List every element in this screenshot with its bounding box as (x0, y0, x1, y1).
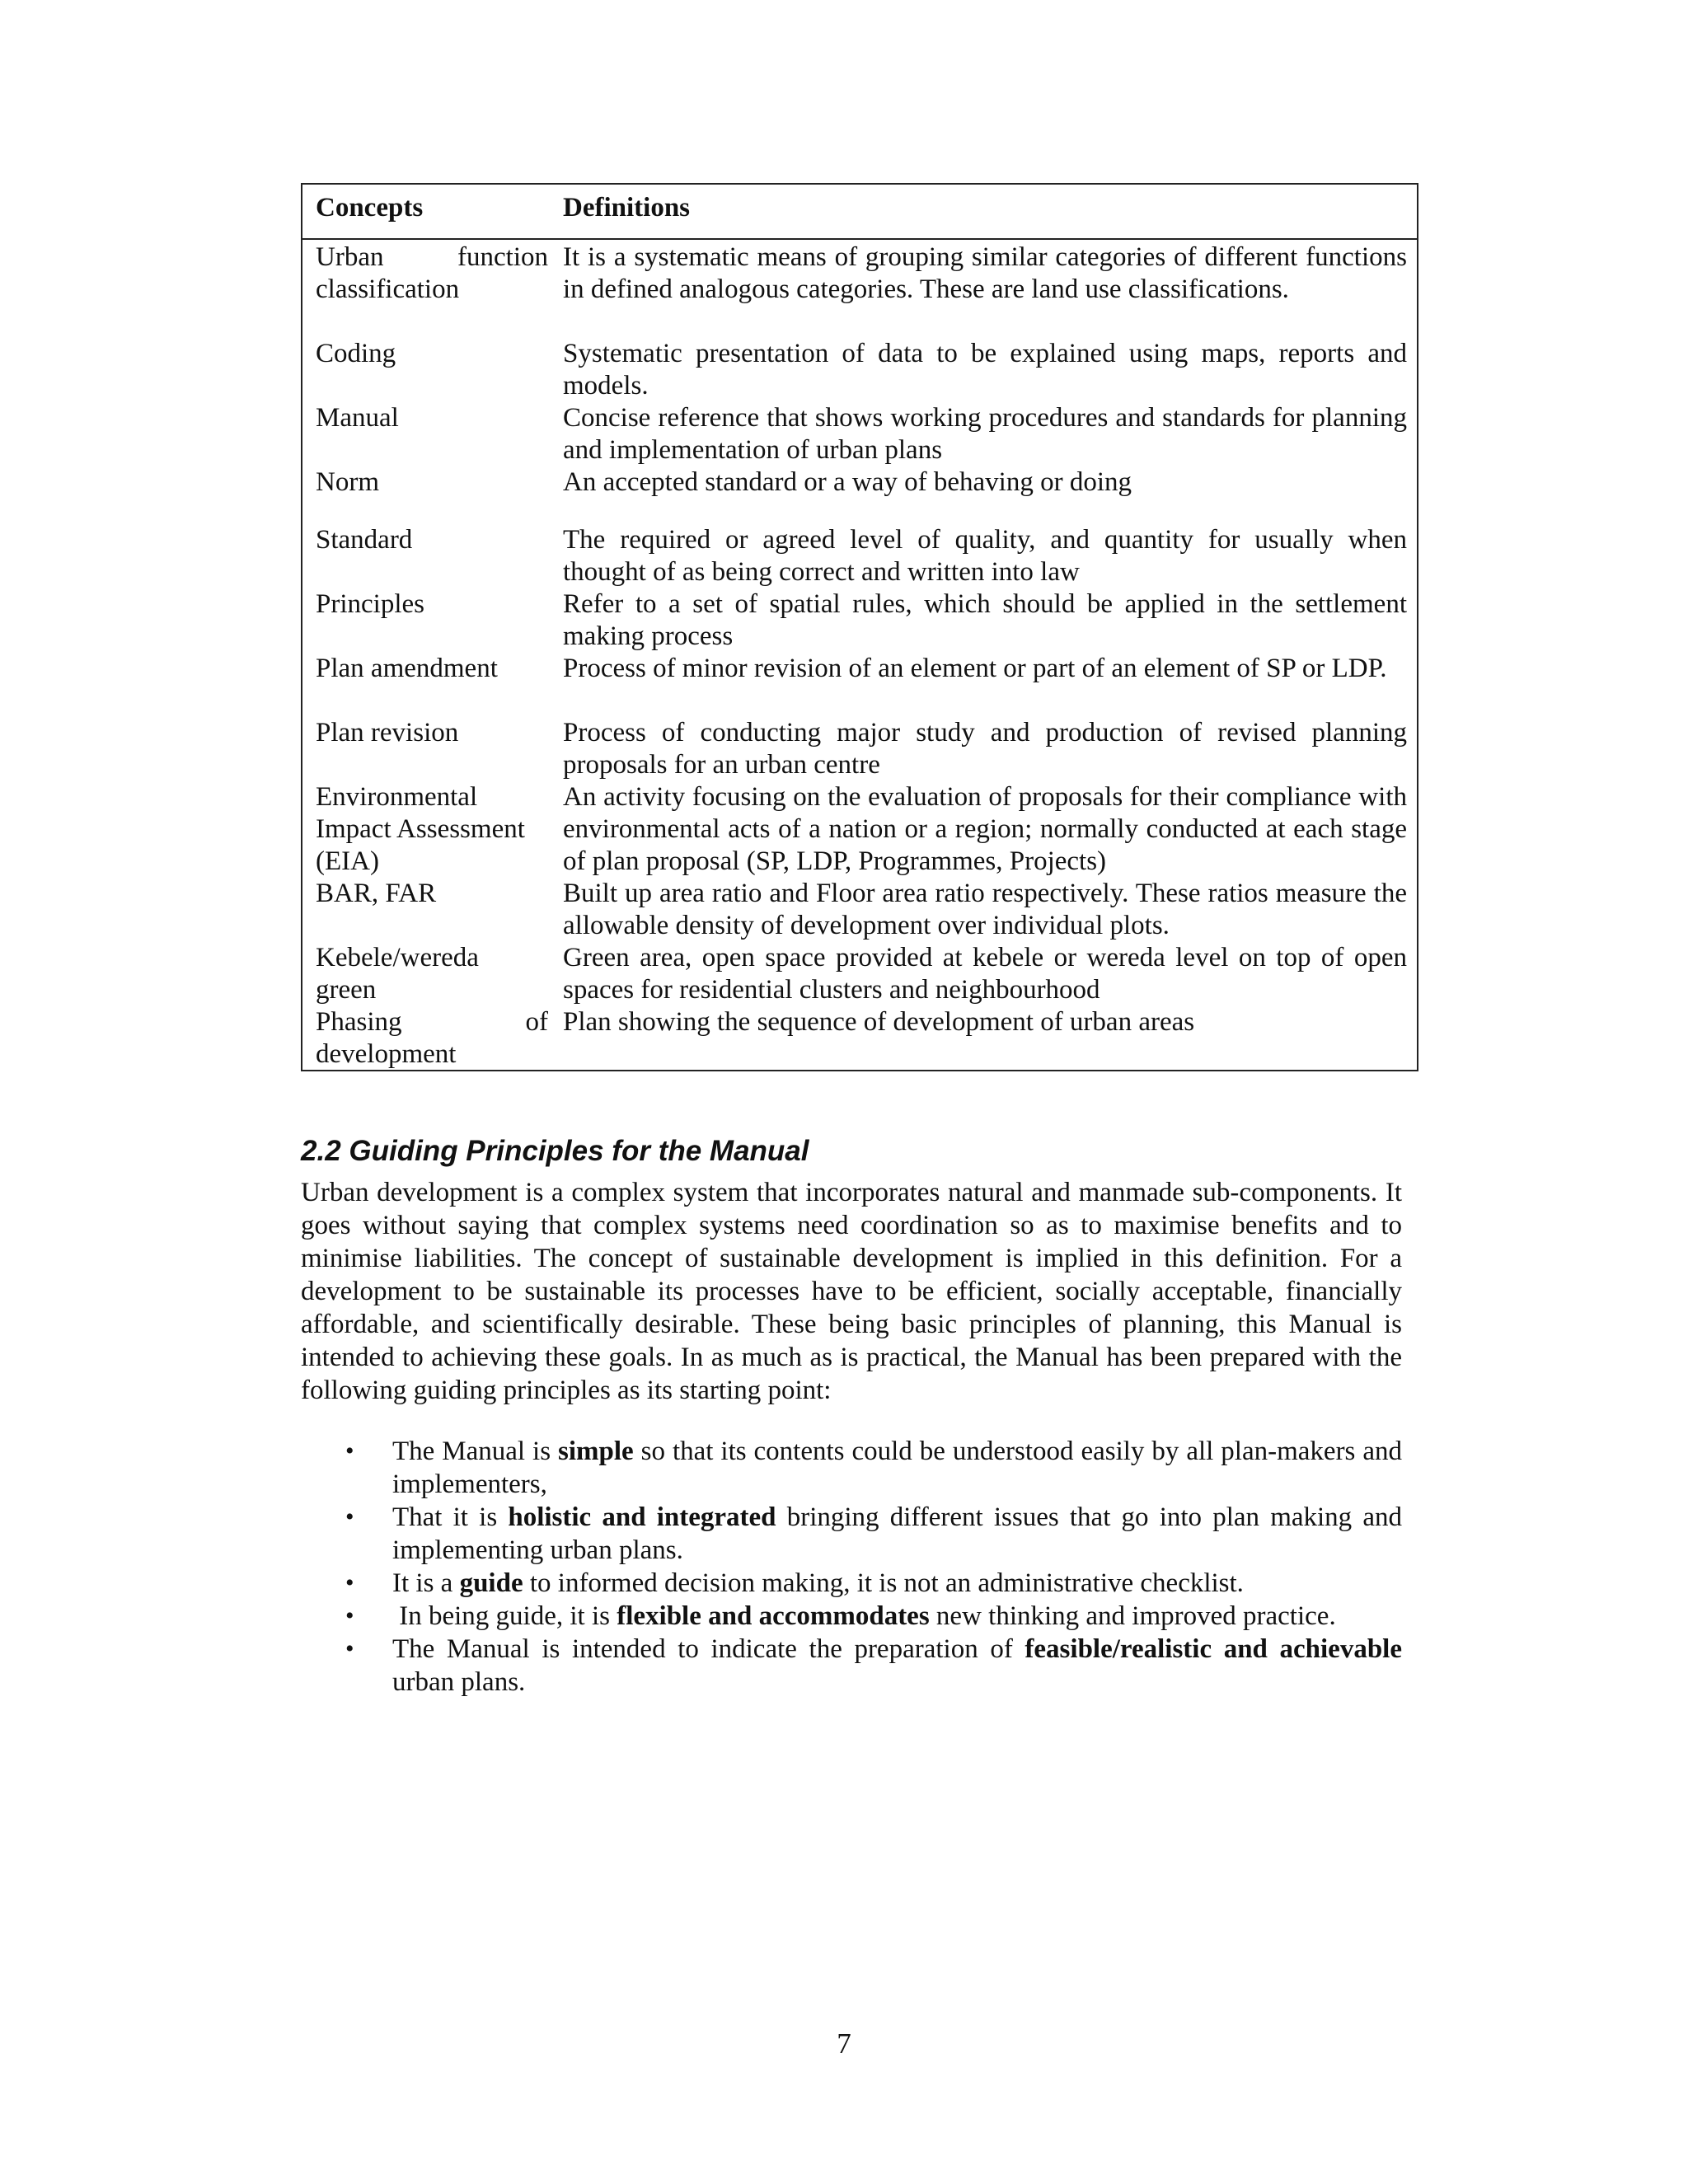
definition-cell: It is a systematic means of grouping similar categories of different functions in defined analogous categories. These are land use classifications. (563, 242, 1407, 304)
concept-line: (EIA) (316, 846, 379, 876)
concept-cell (316, 942, 548, 1006)
concept-cell (316, 466, 548, 499)
bullet-text: new thinking and improved practice. (929, 1601, 1336, 1631)
definition-cell: An activity focusing on the evaluation of proposals for their compliance with environmental acts of a nation or a region; normally conducted at each stage of plan proposal (SP, LDP, Programmes, Projects) (563, 782, 1407, 876)
list-item (301, 1633, 1402, 1699)
concept-line: green (316, 975, 377, 1005)
definition-cell: The required or agreed level of quality, and quantity for usually when thought of as being correct and written into law (563, 525, 1407, 587)
definition-cell: An accepted standard or a way of behaving or doing (563, 467, 1132, 497)
bullet-icon: • (345, 1503, 354, 1530)
concept-cell (316, 717, 548, 749)
definition-cell: Process of conducting major study and production of revised planning proposals for an urban centre (563, 718, 1407, 780)
header-definitions: Definitions (563, 193, 691, 223)
bullet-text: In being guide, it is (392, 1601, 617, 1631)
concept-line: Kebele/wereda (316, 943, 479, 972)
definitions-table (301, 183, 1418, 1071)
concept-line: Phasing of (316, 1007, 548, 1037)
concept-cell (316, 402, 548, 434)
bullet-emphasis: holistic and integrated (508, 1502, 776, 1532)
definition-cell: Process of minor revision of an element or part of an element of SP or LDP. (563, 654, 1387, 683)
bullet-emphasis: flexible and accommodates (617, 1601, 930, 1631)
bullet-emphasis: guide (459, 1568, 523, 1598)
concept-line: Environmental (316, 782, 478, 812)
bullet-emphasis: feasible/realistic and achievable (1025, 1634, 1402, 1664)
bullet-text: so that its contents could be understood easily by all plan-makers and implementers, (392, 1436, 1403, 1499)
guiding-principles-list (301, 1435, 1402, 1699)
concept-line: Coding (316, 339, 396, 368)
concept-line: Plan revision (316, 718, 459, 748)
definition-cell: Green area, open space provided at kebele or wereda level on top of open spaces for residential clusters and neighbourhood (563, 943, 1407, 1005)
concept-cell (316, 524, 548, 556)
page-number: 7 (837, 2027, 851, 2060)
definition-cell: Plan showing the sequence of development of urban areas (563, 1007, 1195, 1037)
section-paragraph: Urban development is a complex system that incorporates natural and manmade sub-components. It goes without saying that complex systems need coordination so as to maximise benefits and to minimise liabilities. The concept of sustainable development is implied in this definition. For a development to be sustainable its processes have to be efficient, socially acceptable, financially affordable, and scientifically desirable. These being basic principles of planning, this Manual is intended to achieving these goals. In as much as is practical, the Manual has been prepared with the following guiding principles as its starting point: (301, 1178, 1402, 1405)
bullet-text: urban plans. (392, 1667, 526, 1697)
concept-cell (316, 878, 548, 910)
concept-line: development (316, 1039, 457, 1069)
concept-cell (316, 338, 548, 370)
concept-line: Principles (316, 589, 424, 619)
concept-cell (316, 781, 548, 878)
bullet-icon: • (345, 1437, 354, 1465)
concept-line: classification (316, 274, 460, 304)
bullet-emphasis: simple (558, 1436, 634, 1466)
definition-cell: Refer to a set of spatial rules, which should be applied in the settlement making process (563, 589, 1407, 651)
bullet-text: The Manual is (392, 1436, 559, 1466)
definition-cell: Concise reference that shows working procedures and standards for planning and implementation of urban plans (563, 403, 1407, 465)
list-item (301, 1501, 1402, 1567)
concept-cell (316, 1006, 548, 1071)
list-item (301, 1600, 1402, 1633)
concept-cell (316, 241, 548, 306)
table-header (302, 185, 1417, 240)
concept-line: BAR, FAR (316, 879, 437, 908)
concept-line: Standard (316, 525, 413, 555)
bullet-text: bringing different issues that go into plan making and implementing urban plans. (392, 1502, 1402, 1565)
bullet-icon: • (345, 1569, 354, 1596)
bullet-icon: • (345, 1635, 354, 1662)
list-item (301, 1567, 1402, 1600)
bullet-text: to informed decision making, it is not an administrative checklist. (523, 1568, 1244, 1598)
bullet-icon: • (345, 1602, 354, 1629)
bullet-text: That it is (392, 1502, 509, 1532)
concept-line: Norm (316, 467, 379, 497)
concept-line: Manual (316, 403, 399, 433)
header-concepts: Concepts (316, 193, 424, 223)
concept-cell (316, 588, 548, 621)
concept-line: Plan amendment (316, 654, 498, 683)
bullet-text: The Manual is intended to indicate the preparation of (392, 1634, 1025, 1664)
definition-cell: Systematic presentation of data to be explained using maps, reports and models. (563, 339, 1407, 401)
definition-cell: Built up area ratio and Floor area ratio respectively. These ratios measure the allowable density of development over individual plots. (563, 879, 1407, 940)
list-item (301, 1435, 1402, 1501)
section-heading: 2.2 Guiding Principles for the Manual (301, 1135, 809, 1167)
concept-cell (316, 653, 548, 685)
bullet-text: It is a (392, 1568, 460, 1598)
concept-line: Urban function (316, 242, 548, 272)
concept-line: Impact Assessment (316, 814, 525, 844)
